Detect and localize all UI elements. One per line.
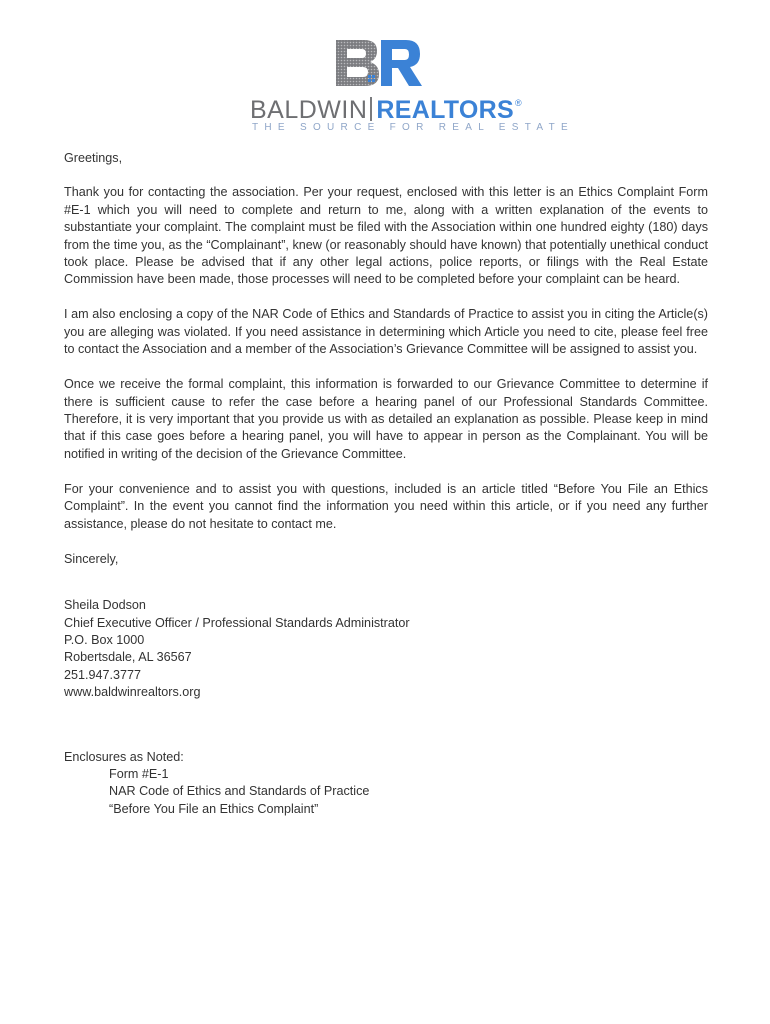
paragraph-grievance-process: Once we receive the formal complaint, this information is forwarded to our Grievance Committee to determine if there is sufficient cause to refer the case before a hearing panel of our Professional Standards Committee. Therefore, it is very important that you provide us with as detailed an explanation as possible. Please keep in mind that if this case goes before a hearing panel, you will have to appear in person as the Complainant. You will be notified in writing of the decision of the Grievance Committee.: [64, 377, 708, 461]
brand-name-realtors: REALTORS: [376, 96, 514, 124]
signer-name: Sheila Dodson: [64, 598, 146, 613]
letter-body: [64, 150, 708, 818]
enclosure-item: “Before You File an Ethics Complaint”: [109, 801, 319, 816]
city-state-zip: Robertsdale, AL 36567: [64, 650, 192, 665]
baldwin-realtors-logo: [250, 38, 574, 138]
enclosures: [64, 749, 708, 819]
signer-title: Chief Executive Officer / Professional Standards Administrator: [64, 615, 410, 630]
brand-separator: [370, 97, 372, 121]
enclosures-heading: Enclosures as Noted:: [64, 749, 184, 764]
greeting: Greetings,: [64, 151, 123, 165]
brand-name-baldwin: BALDWIN: [250, 96, 368, 124]
closing: Sincerely,: [64, 551, 119, 566]
phone-number: 251.947.3777: [64, 667, 142, 682]
logo-tagline: THE SOURCE FOR REAL ESTATE: [252, 122, 574, 133]
paragraph-convenience: For your convenience and to assist you with questions, included is an article titled “Before You File an Ethics Complaint”. In the event you cannot find the information you need within this article, or if you need any further assistance, please do not hesitate to contact me.: [64, 481, 708, 531]
signature-block: [64, 597, 708, 701]
registered-mark: ®: [515, 98, 522, 108]
br-monogram-logo: [334, 38, 424, 88]
paragraph-code-of-ethics: I am also enclosing a copy of the NAR Code of Ethics and Standards of Practice to assist you in citing the Article(s) you are alleging was violated. If you need assistance in determining which Article you need to cite, please feel free to contact the Association and a member of the Association’s Grievance Committee will be assigned to assist you.: [64, 307, 708, 357]
logo-wordmark: [250, 96, 522, 125]
po-box: P.O. Box 1000: [64, 632, 145, 647]
paragraph-complaint-form: Thank you for contacting the association. Per your request, enclosed with this letter is an Ethics Complaint Form #E-1 which you will need to complete and return to me, along with a written explanation of the events to substantiate your complaint. The complaint must be filed with the Association within one hundred eighty (180) days from the time you, as the “Complainant”, knew (or reasonably should have known) that potentially unethical conduct took place. Please be advised that if any other legal actions, police reports, or filings with the Real Estate Commission have been made, those processes will need to be completed before your complaint can be heard.: [64, 185, 708, 287]
enclosure-item: NAR Code of Ethics and Standards of Practice: [109, 784, 370, 799]
enclosure-item: Form #E-1: [109, 766, 169, 781]
website-link[interactable]: www.baldwinrealtors.org: [64, 685, 201, 700]
